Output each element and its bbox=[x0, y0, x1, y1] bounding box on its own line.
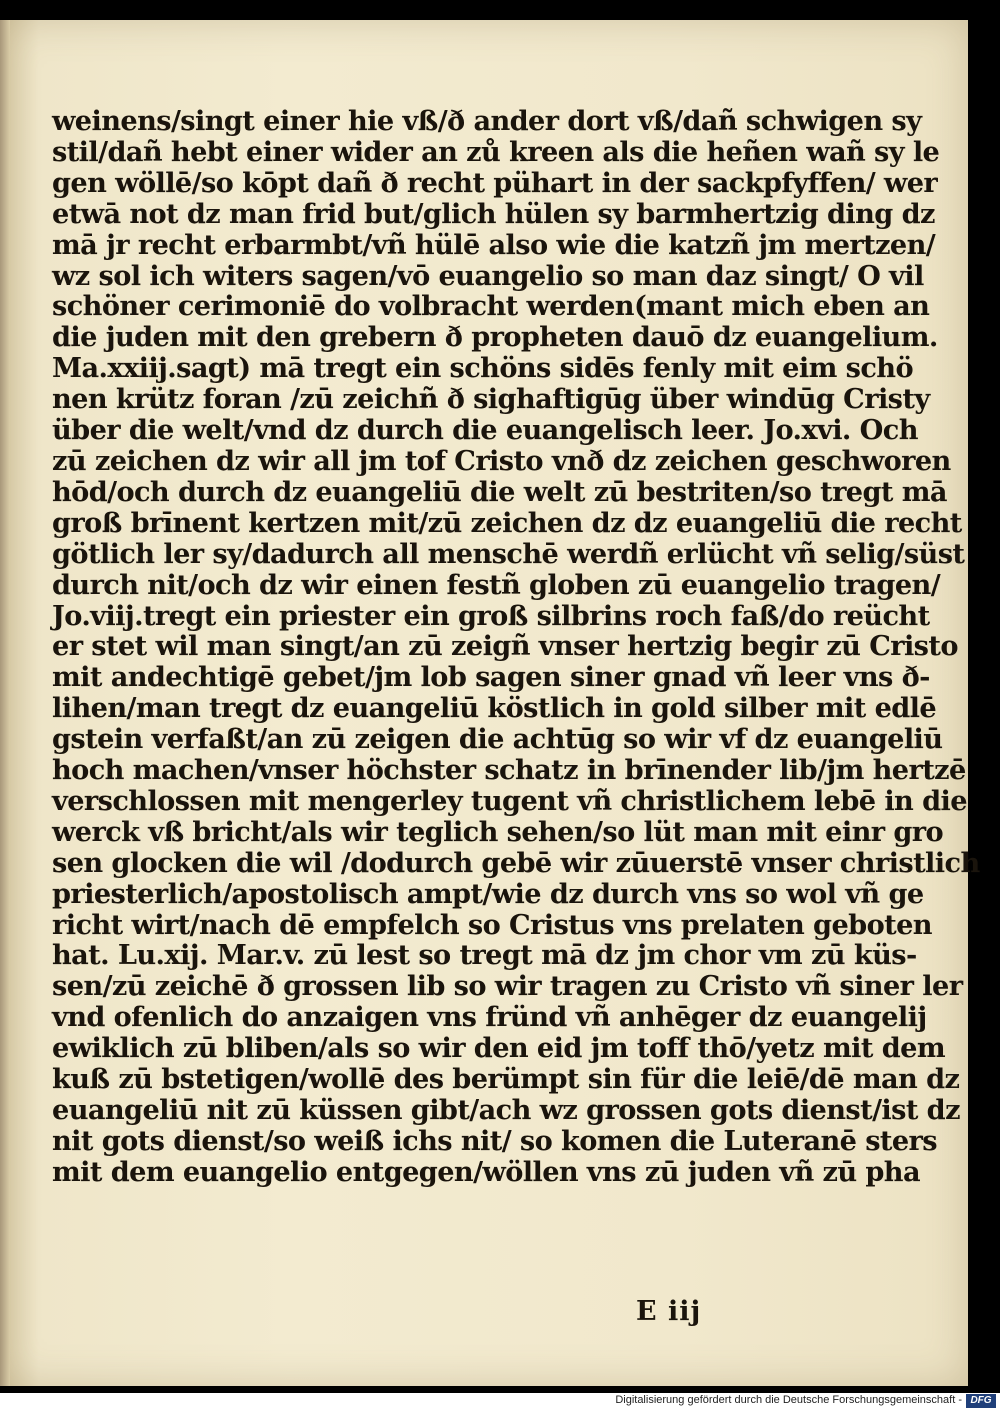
text-line-16: durch nit/och dz wir einen festñ globen zū euangelio tragen/ bbox=[52, 568, 941, 601]
text-line-3: gen wöllē/so kōpt dañ ð recht pühart in der sackpfyffen/ wer bbox=[52, 166, 938, 199]
text-line-27: richt wirt/nach dē empfelch so Cristus vns prelaten geboten bbox=[52, 908, 932, 941]
page-text bbox=[52, 105, 980, 1188]
text-line-8: die juden mit den grebern ð propheten dauō dz euangelium. bbox=[52, 321, 938, 354]
text-line-12: zū zeichen dz wir all jm tof Cristo vnð dz zeichen geschworen bbox=[52, 444, 951, 477]
text-line-20: lihen/man tregt dz euangeliū köstlich in gold silber mit edlē bbox=[52, 692, 937, 725]
funding-credit: Digitalisierung gefördert durch die Deutsche Forschungsgemeinschaft - bbox=[615, 1394, 962, 1406]
text-line-9: Ma.xxiij.sagt) mā tregt ein schöns sidēs fenly mit eim schö bbox=[52, 352, 913, 385]
text-line-5: mā jr recht erbarmbt/vñ hülē also wie die katzñ jm mertzen/ bbox=[52, 228, 936, 261]
text-line-13: hōd/och durch dz euangeliū die welt zū bestriten/so tregt mā bbox=[52, 475, 947, 508]
text-line-10: nen krütz foran /zū zeichñ ð sighaftigūg über windūg Cristy bbox=[52, 383, 930, 416]
text-line-21: gstein verfaßt/an zū zeigen die achtūg so wir vf dz euangeliū bbox=[52, 723, 943, 756]
text-line-7: schöner cerimoniē do volbracht werden(mant mich eben an bbox=[52, 290, 930, 323]
text-line-6: wz sol ich witers sagen/vō euangelio so man daz singt/ O vil bbox=[52, 259, 924, 292]
text-line-15: götlich ler sy/dadurch all menschē werdñ erlücht vñ selig/süst bbox=[52, 537, 965, 570]
text-line-30: vnd ofenlich do anzaigen vns fründ vñ anhēger dz euangelij bbox=[52, 1001, 927, 1034]
text-line-29: sen/zū zeichē ð grossen lib so wir tragen zu Cristo vñ siner ler bbox=[52, 970, 963, 1003]
footer-bar bbox=[0, 1393, 1000, 1409]
text-line-1: weinens/singt einer hie vß/ð ander dort vß/dañ schwigen sy bbox=[52, 105, 922, 137]
text-line-17: Jo.viij.tregt ein priester ein groß silbrins roch faß/do reücht bbox=[52, 599, 930, 632]
text-line-28: hat. Lu.xij. Mar.v. zū lest so tregt mā dz jm chor vm zū küs- bbox=[52, 939, 917, 972]
text-line-4: etwā not dz man frid but/glich hülen sy barmhertzig ding dz bbox=[52, 197, 935, 230]
text-line-23: verschlossen mit mengerley tugent vñ christlichem lebē in die bbox=[52, 784, 967, 817]
text-line-32: kuß zū bstetigen/wollē des berümpt sin für die leiē/dē man dz bbox=[52, 1063, 960, 1096]
page-edge bbox=[0, 20, 10, 1386]
text-line-26: priesterlich/apostolisch ampt/wie dz durch vns so wol vñ ge bbox=[52, 877, 924, 910]
text-line-31: ewiklich zū bliben/als so wir den eid jm toff thō/yetz mit dem bbox=[52, 1032, 945, 1065]
text-line-19: mit andechtigē gebet/jm lob sagen siner gnad vñ leer vns ð- bbox=[52, 661, 930, 694]
book-page bbox=[0, 20, 980, 1386]
text-line-35: mit dem euangelio entgegen/wöllen vns zū juden vñ zū pha bbox=[52, 1155, 920, 1188]
text-line-2: stil/dañ hebt einer wider an zů kreen als die heñen wañ sy le bbox=[52, 135, 940, 168]
dfg-logo: DFG bbox=[966, 1394, 996, 1408]
text-line-33: euangeliū nit zū küssen gibt/ach wz grossen gots dienst/ist dz bbox=[52, 1094, 960, 1126]
text-line-11: über die welt/vnd dz durch die euangelisch leer. Jo.xvi. Och bbox=[52, 414, 918, 447]
text-line-14: groß brīnent kertzen mit/zū zeichen dz dz euangeliū die recht bbox=[52, 506, 962, 539]
text-line-24: werck vß bricht/als wir teglich sehen/so lüt man mit einr gro bbox=[52, 815, 943, 848]
text-line-22: hoch machen/vnser höchster schatz in brīnender lib/jm hertzē bbox=[52, 754, 966, 787]
signature-mark: E iij bbox=[636, 1296, 702, 1327]
text-line-25: sen glocken die wil /dodurch gebē wir zūuerstē vnser christlich bbox=[52, 846, 980, 879]
text-line-18: er stet wil man singt/an zū zeigñ vnser hertzig begir zū Cristo bbox=[52, 630, 958, 663]
text-line-34: nit gots dienst/so weiß ichs nit/ so komen die Luteranē sters bbox=[52, 1124, 937, 1157]
